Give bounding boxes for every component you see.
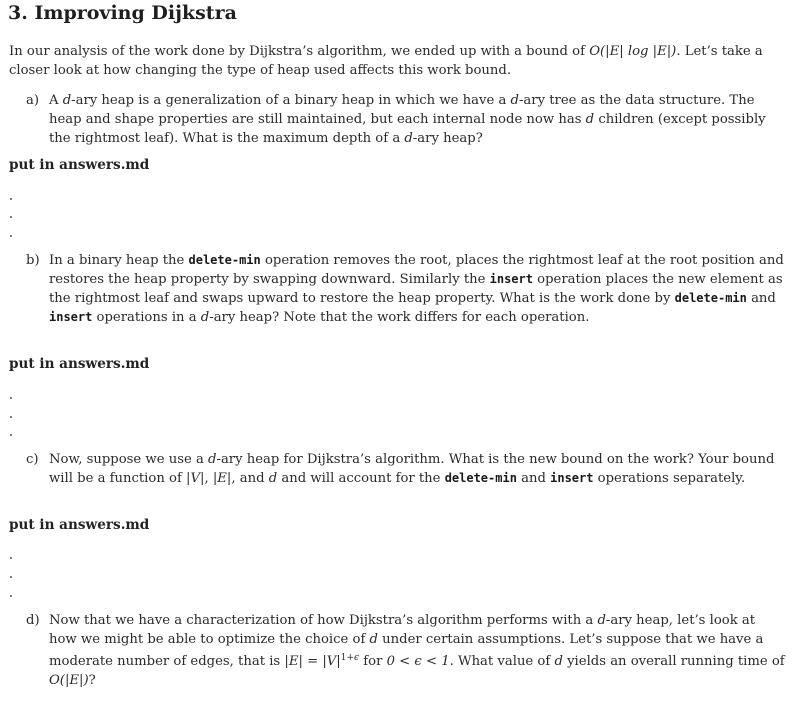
question-marker: c) bbox=[26, 452, 39, 467]
answer-prompt-b: put in answers.md bbox=[9, 356, 150, 372]
section-title: 3. Improving Dijkstra bbox=[8, 2, 237, 24]
question-text: A d-ary heap is a generalization of a binary heap in which we have a d-ary tree as the data structure. The heap and shape properties are still maintained, but each internal node now has d children (except possibly the rightmost leaf). What is the maximum depth of a d-ary heap? bbox=[49, 93, 766, 146]
question-text: In a binary heap the delete-min operation removes the root, places the rightmost leaf at the root position and restores the heap property by swapping downward. Similarly the insert operation places the new element as the rightmost leaf and swaps upward to restore the heap property. What is the work done by delete-min and insert operations in a d-ary heap? Note that the work differs for each operation. bbox=[49, 253, 784, 325]
question-marker: b) bbox=[26, 253, 40, 268]
code-insert: insert bbox=[550, 471, 594, 485]
placeholder-dot bbox=[10, 198, 12, 200]
epsilon-range: 0 < ϵ < 1 bbox=[386, 654, 450, 669]
target-bound: O(|E|) bbox=[49, 673, 89, 688]
placeholder-dot bbox=[10, 216, 12, 218]
question-marker: a) bbox=[26, 93, 40, 108]
question-marker: d) bbox=[26, 613, 40, 628]
placeholder-dot bbox=[10, 576, 12, 578]
placeholder-dot bbox=[10, 434, 12, 436]
question-text: Now, suppose we use a d-ary heap for Dijkstra’s algorithm. What is the new bound on the work? Your bound will be a function of |V|, |E|, and d and will account for the delete-min and insert operations separately. bbox=[49, 452, 775, 486]
work-bound-math: O(|E| log |E|) bbox=[589, 44, 677, 59]
placeholder-dot bbox=[10, 557, 12, 559]
answer-prompt-c: put in answers.md bbox=[9, 517, 150, 533]
edge-count-equation: |E| = |V| bbox=[284, 654, 341, 669]
placeholder-dot bbox=[10, 416, 12, 418]
code-delete-min: delete-min bbox=[674, 291, 747, 305]
placeholder-dot bbox=[10, 595, 12, 597]
answer-prompt-a: put in answers.md bbox=[9, 157, 150, 173]
intro-paragraph: In our analysis of the work done by Dijkstra’s algorithm, we ended up with a bound of O(|E| log |E|). Let’s take a closer look at how changing the type of heap used affects this work bound. bbox=[9, 44, 763, 78]
code-insert: insert bbox=[49, 310, 93, 324]
placeholder-dot bbox=[10, 397, 12, 399]
question-text: Now that we have a characterization of how Dijkstra’s algorithm performs with a d-ary heap, let’s look at how we might be able to optimize the choice of d under certain assumptions. Let’s suppose that we have a moderate number of edges, that is $|E| = |V|^{1+\epsilon}$ for 0 < ϵ < 1. What value of d yields an overall running time of O(|E|)? bbox=[49, 613, 785, 688]
code-insert: insert bbox=[489, 272, 533, 286]
code-delete-min: delete-min bbox=[188, 253, 261, 267]
placeholder-dot bbox=[10, 235, 12, 237]
code-delete-min: delete-min bbox=[444, 471, 517, 485]
